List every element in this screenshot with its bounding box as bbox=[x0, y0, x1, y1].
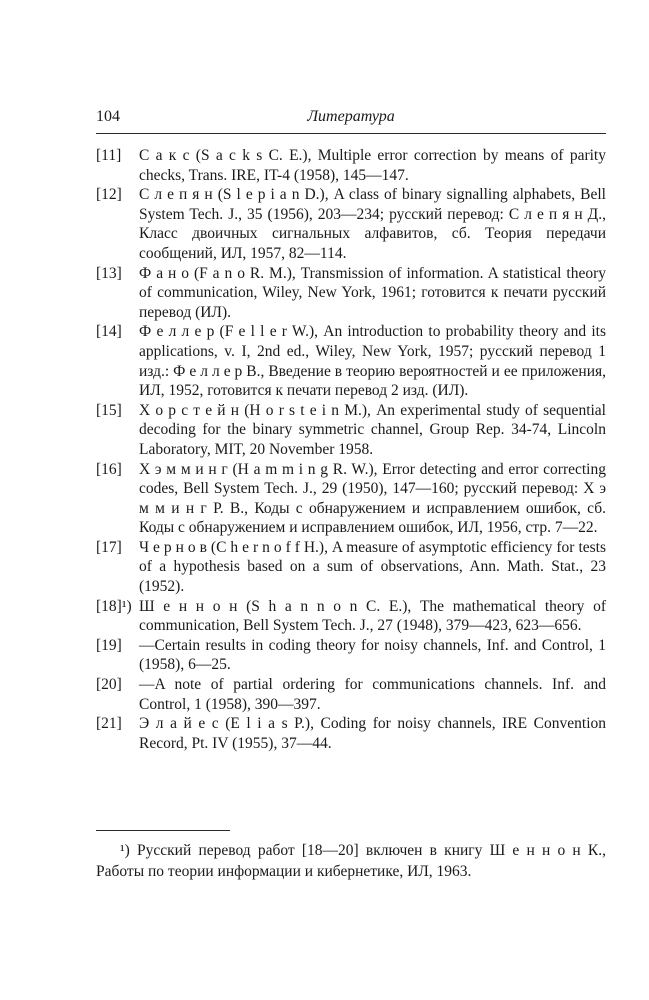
reference-text: С а к с (S a c k s C. E.), Multiple error correction by means of parity checks, Trans. IRE, IT-4 (1958), 145—147. bbox=[139, 147, 606, 184]
reference-list bbox=[96, 146, 606, 753]
reference-number: [21] bbox=[96, 715, 122, 733]
reference-item bbox=[96, 146, 606, 185]
reference-item bbox=[96, 597, 606, 636]
reference-number: [19] bbox=[96, 636, 122, 654]
reference-number: [18]¹) bbox=[96, 597, 132, 615]
reference-item bbox=[96, 401, 606, 460]
reference-text: С л е п я н (S l e p i a n D.), A class of binary signalling alphabets, Bell System Tech. J., 35 (1956), 203—234; русский перевод: С л е п я н Д., Класс двоичных сигнальных алфавитов, сб. Теория передачи сообщений, ИЛ, 1957, 82—114. bbox=[139, 186, 606, 262]
reference-text: Ф е л л е р (F e l l e r W.), An introduction to probability theory and its applications, v. I, 2nd ed., Wiley, New York, 1957; русский перевод 1 изд.: Ф е л л е р В., Введение в теорию вероятностей и ее приложения, ИЛ, 1952, готовится к печати перевод 2 изд. (ИЛ). bbox=[139, 323, 606, 400]
reference-item bbox=[96, 185, 606, 263]
reference-number: [11] bbox=[96, 147, 122, 164]
reference-text: —A note of partial ordering for communications channels. Inf. and Control, 1 (1958), 390—397. bbox=[139, 676, 606, 713]
reference-text: Х о р с т е й н (H o r s t e i n M.), An experimental study of sequential decoding for the binary symmetric channel, Group Rep. 34-74, Lincoln Laboratory, MIT, 20 November 1958. bbox=[139, 401, 606, 458]
footnote-text: Русский перевод работ [18—20] включен в книгу Ш е н н о н К., Работы по теории информации и кибернетике, ИЛ, 1963. bbox=[96, 842, 606, 880]
reference-text: Ф а н о (F a n o R. M.), Transmission of information. A statistical theory of communication, Wiley, New York, 1961; готовится к печати русский перевод (ИЛ). bbox=[139, 264, 606, 321]
reference-item bbox=[96, 714, 606, 753]
header-rule bbox=[96, 133, 606, 134]
reference-number: [15] bbox=[96, 401, 122, 419]
reference-number: [17] bbox=[96, 538, 122, 556]
reference-item bbox=[96, 675, 606, 714]
running-title: Литература bbox=[307, 108, 395, 125]
footnote bbox=[96, 840, 606, 882]
reference-item bbox=[96, 322, 606, 400]
reference-item bbox=[96, 264, 606, 323]
page-number: 104 bbox=[96, 108, 120, 125]
reference-item bbox=[96, 460, 606, 538]
footnote-mark: ¹) bbox=[120, 842, 130, 859]
footnote-rule bbox=[96, 830, 230, 831]
reference-item bbox=[96, 636, 606, 675]
reference-text: —Certain results in coding theory for noisy channels, Inf. and Control, 1 (1958), 6—25. bbox=[139, 636, 606, 674]
reference-text: Х э м м и н г (H a m m i n g R. W.), Error detecting and error correcting codes, Bell System Tech. J., 29 (1950), 147—160; русский перевод: Х э м м и н г Р. В., Коды с обнаружением и исправлением ошибок, сб. Коды с обнаружением и исправлением ошибок, ИЛ, 1956, стр. 7—22. bbox=[139, 460, 606, 537]
page-header bbox=[96, 108, 606, 130]
reference-text: Ч е р н о в (C h e r n o f f H.), A measure of asymptotic efficiency for tests of a hypothesis based on a sum of observations, Ann. Math. Stat., 23 (1952). bbox=[139, 538, 606, 596]
reference-item bbox=[96, 538, 606, 597]
reference-number: [14] bbox=[96, 323, 122, 341]
reference-text: Э л а й е с (E l i a s P.), Coding for noisy channels, IRE Convention Record, Pt. IV (1955), 37—44. bbox=[139, 715, 606, 752]
reference-number: [12] bbox=[96, 186, 122, 204]
reference-text: Ш е н н о н (S h a n n o n C. E.), The mathematical theory of communication, Bell System Tech. J., 27 (1948), 379—423, 623—656. bbox=[139, 597, 606, 635]
reference-number: [16] bbox=[96, 460, 122, 478]
reference-number: [20] bbox=[96, 676, 122, 694]
reference-number: [13] bbox=[96, 264, 122, 282]
